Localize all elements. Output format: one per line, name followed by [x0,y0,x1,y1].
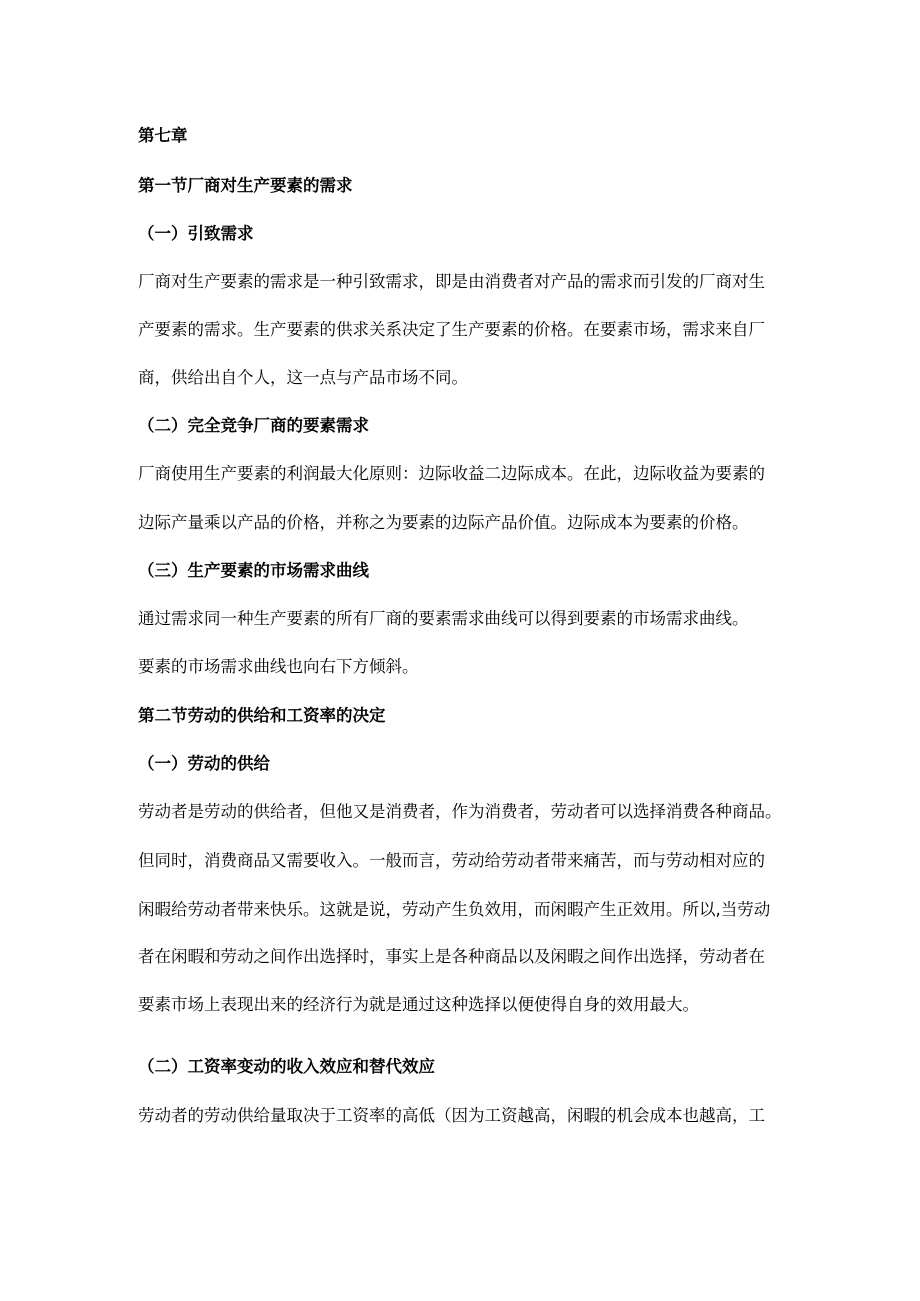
section-2-sub-1-heading: （一）劳动的供给 [138,754,270,773]
paragraph-line: 劳动者的劳动供给量取决于工资率的高低（因为工资越高，闲暇的机会成本也越高，工 [138,1106,765,1125]
section-2-title: 第二节劳动的供给和工资率的决定 [138,706,386,725]
paragraph-line: 边际产量乘以产品的价格，并称之为要素的边际产品价值。边际成本为要素的价格。 [138,513,749,532]
paragraph-line: 厂商对生产要素的需求是一种引致需求，即是由消费者对产品的需求而引发的厂商对生 [138,272,765,291]
paragraph-line: 劳动者是劳动的供给者，但他又是消费者，作为消费者，劳动者可以选择消费各种商品。 [138,802,782,821]
section-1-title: 第一节厂商对生产要素的需求 [138,176,353,195]
paragraph-line: 者在闲暇和劳动之间作出选择时，事实上是各种商品以及闲暇之间作出选择，劳动者在 [138,947,765,966]
paragraph-line: 要素市场上表现出来的经济行为就是通过这种选择以便使得自身的效用最大。 [138,995,699,1014]
section-1-sub-3-heading: （三）生产要素的市场需求曲线 [138,561,369,580]
section-1-sub-2-heading: （二）完全竞争厂商的要素需求 [138,416,369,435]
paragraph-line: 产要素的需求。生产要素的供求关系决定了生产要素的价格。在要素市场，需求来自厂 [138,320,765,339]
section-2-sub-2-heading: （二）工资率变动的收入效应和替代效应 [138,1057,435,1076]
paragraph-line: 闲暇给劳动者带来快乐。这就是说，劳动产生负效用，而闲暇产生正效用。所以,当劳动 [138,900,771,919]
section-1-sub-1-heading: （一）引致需求 [138,224,254,243]
paragraph-line: 但同时，消费商品又需要收入。一般而言，劳动给劳动者带来痛苦，而与劳动相对应的 [138,851,765,870]
paragraph-line: 通过需求同一种生产要素的所有厂商的要素需求曲线可以得到要素的市场需求曲线。 [138,609,749,628]
chapter-title: 第七章 [138,126,188,145]
paragraph-line: 要素的市场需求曲线也向右下方倾斜。 [138,657,419,676]
paragraph-line: 厂商使用生产要素的利润最大化原则：边际收益二边际成本。在此，边际收益为要素的 [138,464,765,483]
paragraph-line: 商，供给出自个人，这一点与产品市场不同。 [138,368,468,387]
